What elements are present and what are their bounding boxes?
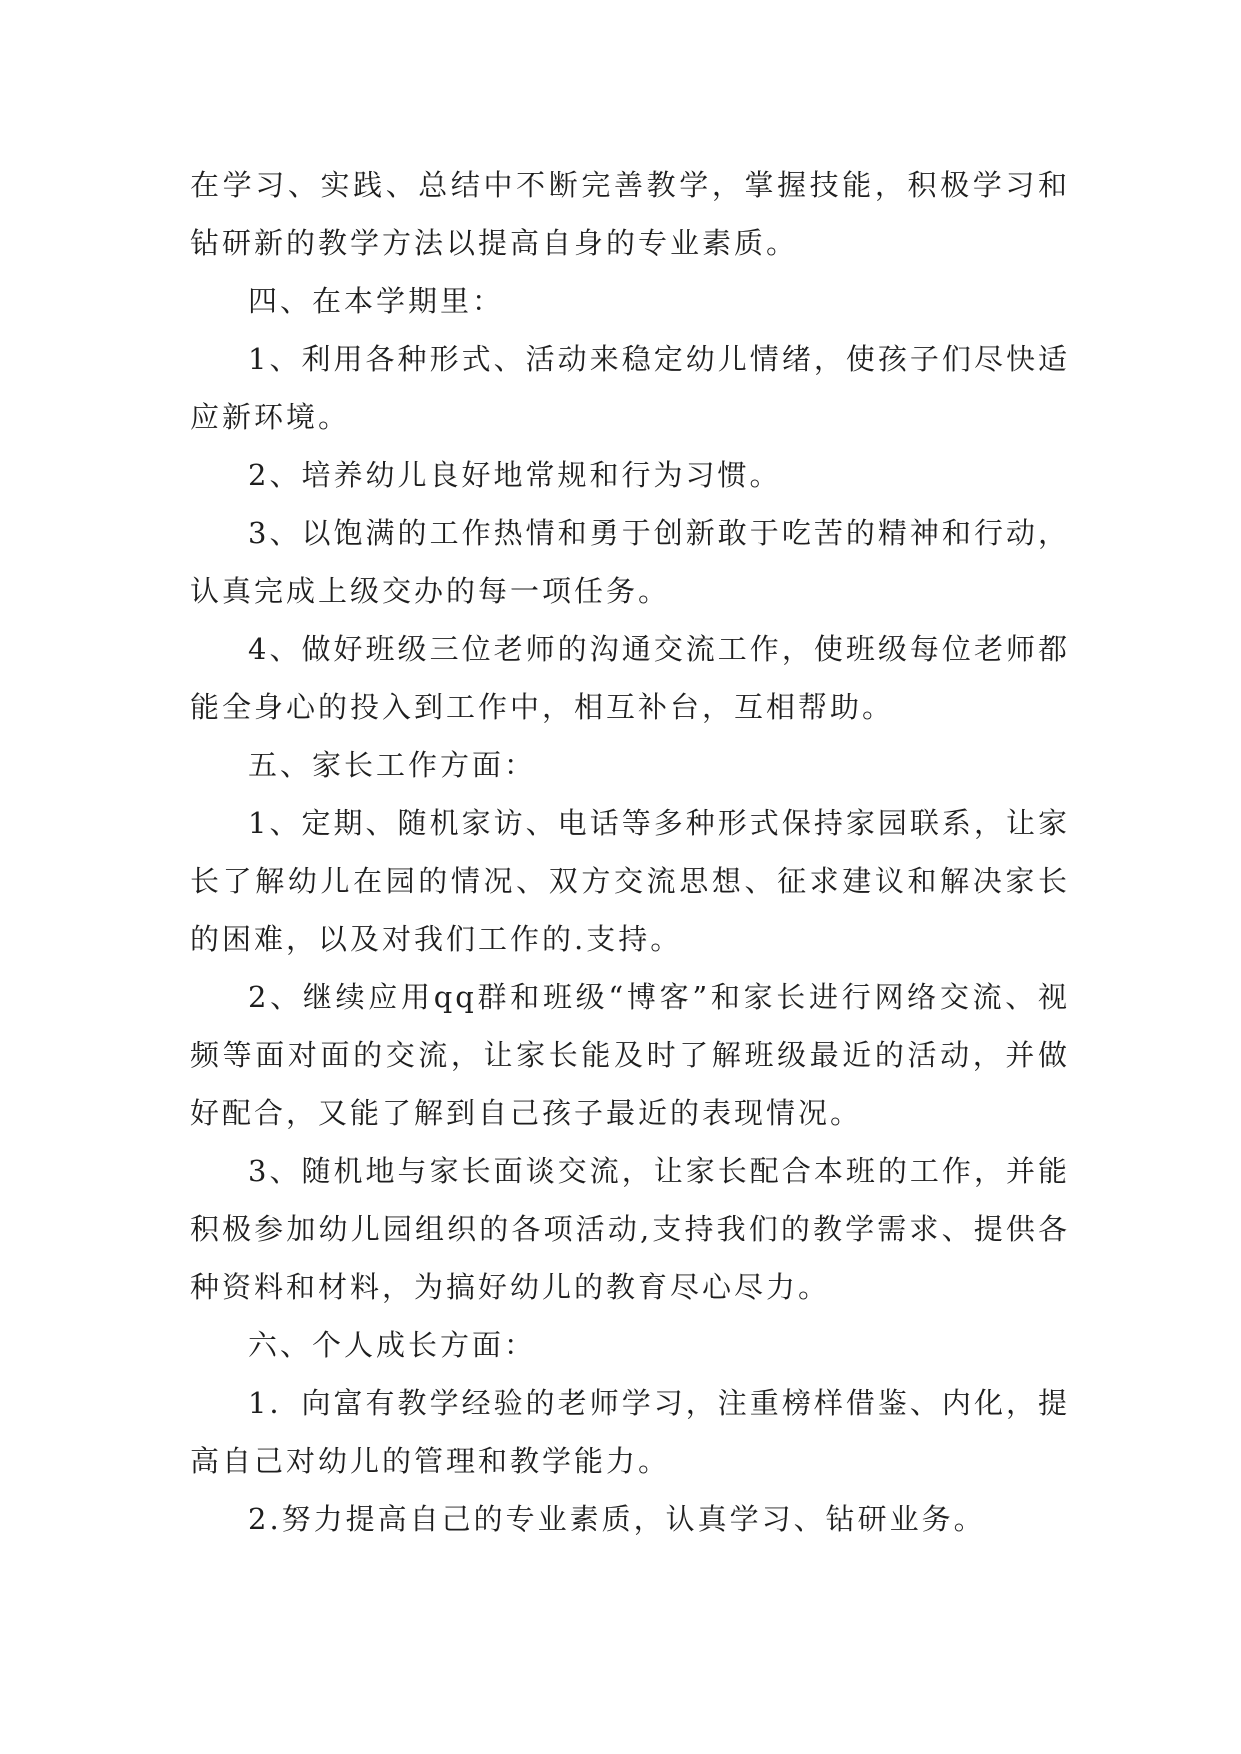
paragraph-item: 3、随机地与家长面谈交流，让家长配合本班的工作，并能积极参加幼儿园组织的各项活动,支持我们的教学需求、提供各种资料和材料，为搞好幼儿的教育尽心尽力。 <box>190 1154 1070 1304</box>
paragraph-item: 2、继续应用qq群和班级“博客”和家长进行网络交流、视频等面对面的交流，让家长能及时了解班级最近的活动，并做好配合，又能了解到自己孩子最近的表现情况。 <box>190 980 1070 1130</box>
paragraph-item: 1、定期、随机家访、电话等多种形式保持家园联系，让家长了解幼儿在园的情况、双方交流思想、征求建议和解决家长的困难，以及对我们工作的.支持。 <box>190 806 1070 956</box>
paragraph-item: 2.努力提高自己的专业素质，认真学习、钻研业务。 <box>248 1502 986 1536</box>
document-body <box>190 156 1070 1548</box>
paragraph-continuation: 在学习、实践、总结中不断完善教学，掌握技能，积极学习和钻研新的教学方法以提高自身的专业素质。 <box>190 168 1070 260</box>
paragraph-item: 1．向富有教学经验的老师学习，注重榜样借鉴、内化，提高自己对幼儿的管理和教学能力。 <box>190 1386 1070 1478</box>
section-heading-6: 六、个人成长方面： <box>248 1328 537 1362</box>
paragraph-item: 1、利用各种形式、活动来稳定幼儿情绪，使孩子们尽快适应新环境。 <box>190 342 1070 434</box>
section-heading-4: 四、在本学期里： <box>248 284 505 318</box>
paragraph-item: 4、做好班级三位老师的沟通交流工作，使班级每位老师都能全身心的投入到工作中，相互补台，互相帮助。 <box>190 632 1070 724</box>
paragraph-item: 3、以饱满的工作热情和勇于创新敢于吃苦的精神和行动，认真完成上级交办的每一项任务。 <box>190 516 1070 608</box>
paragraph-item: 2、培养幼儿良好地常规和行为习惯。 <box>248 458 782 492</box>
section-heading-5: 五、家长工作方面： <box>248 748 537 782</box>
